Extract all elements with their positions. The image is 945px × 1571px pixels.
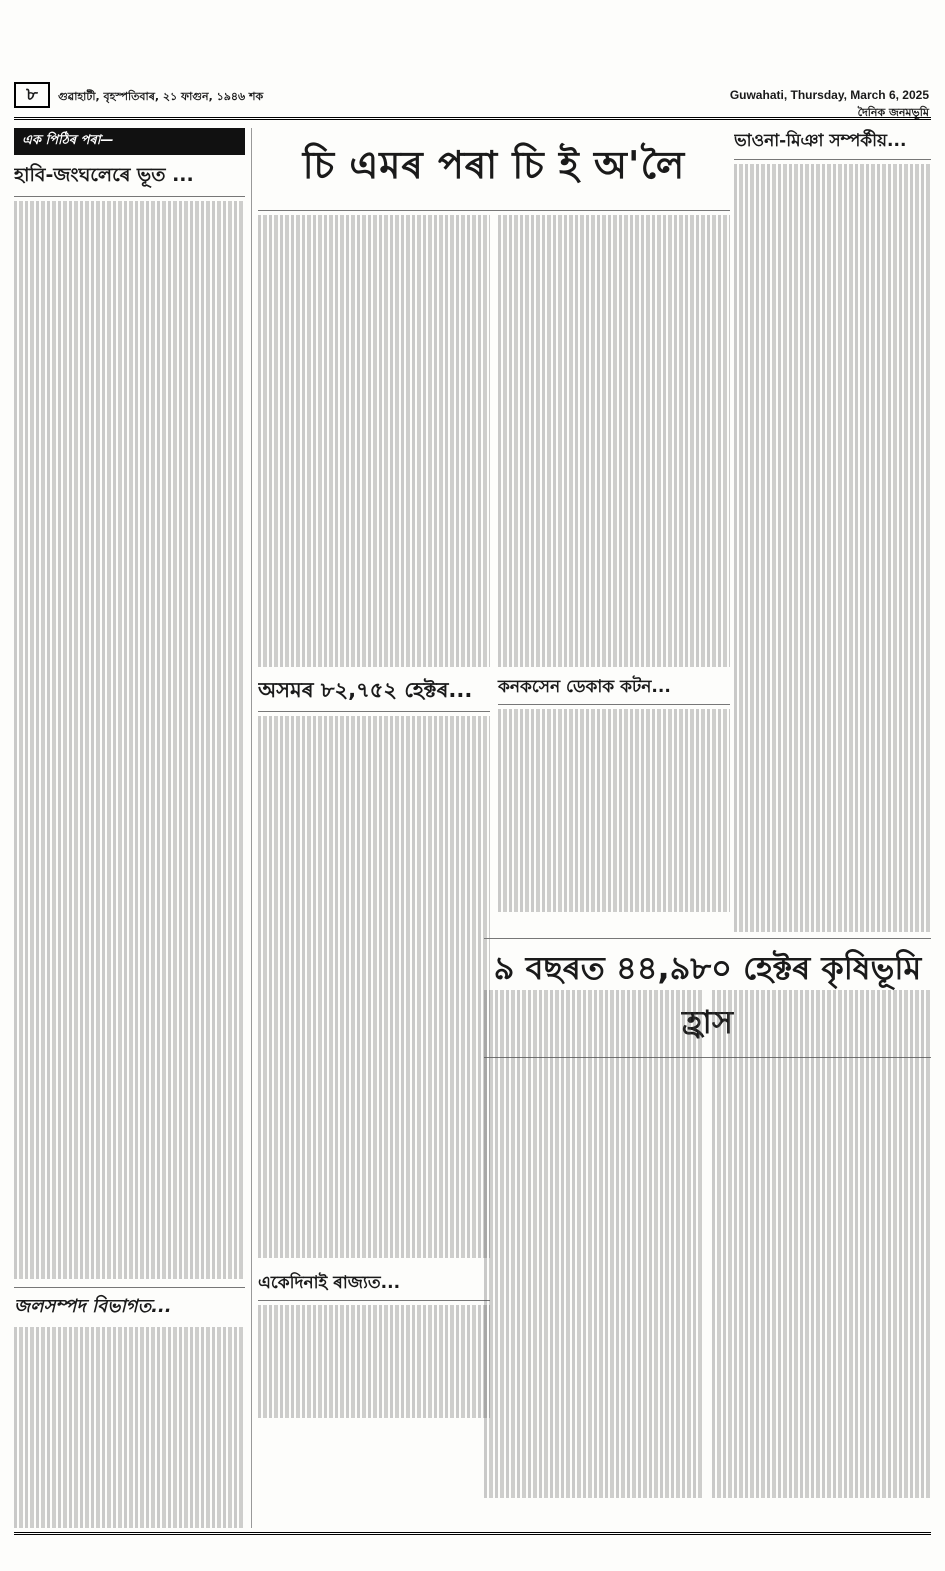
dateline-right: Guwahati, Thursday, March 6, 2025 [729,88,929,102]
main-article-body-a [258,215,490,670]
article-headline-ghost: হাবি-জংঘলেৰে ভূত ... [14,161,245,197]
bottom-article-body-b [712,990,932,1510]
sub-headline-ek-dinai: একেদিনাই ৰাজ্যত... [258,1270,490,1301]
main-article-col-a [258,215,490,1485]
sub-body-ek-dinai [258,1305,490,1485]
article-headline-water: জলসম্পদ বিভাগত... [14,1287,245,1323]
bottom-article-body-a [484,990,704,1510]
page-header [0,0,945,130]
sub-headline-hectare: অসমৰ ৮২,৭৫২ হেক্টৰ... [258,674,490,712]
article-headline-bhaona: ভাওনা-মিঞা সম্পৰ্কীয়... [734,128,931,160]
main-article-body-b [498,215,730,670]
dateline-left: গুৱাহাটী, বৃহস্পতিবাৰ, ২১ ফাগুন, ১৯৪৬ শক [58,90,264,103]
sub-body-concussion [498,709,730,939]
section-tag: এক পিঠিৰ পৰা— [14,128,245,155]
article-body-ghost [14,201,245,1279]
page-number: ৮ [14,82,50,108]
bottom-headline: ৯ বছৰত ৪৪,৯৮০ হেক্টৰ কৃষিভূমি হ্ৰাস [484,938,931,1058]
header-rule [14,117,931,122]
masthead: দৈনিক জনমভূমি [857,106,929,119]
main-headline: চি এমৰ পৰা চি ই অ'লৈ [258,128,730,211]
sub-headline-concussion: কনকসেন ডেকাক কটন... [498,674,730,705]
footer-rule [14,1532,931,1535]
article-body-water [14,1327,245,1528]
right-column [734,128,931,938]
bottom-article-col-b [712,990,932,1510]
article-body-bhaona [734,164,931,934]
sub-body-hectare [258,716,490,1266]
bottom-article [484,990,931,1510]
left-column [14,128,252,1528]
bottom-article-col-a [484,990,704,1510]
